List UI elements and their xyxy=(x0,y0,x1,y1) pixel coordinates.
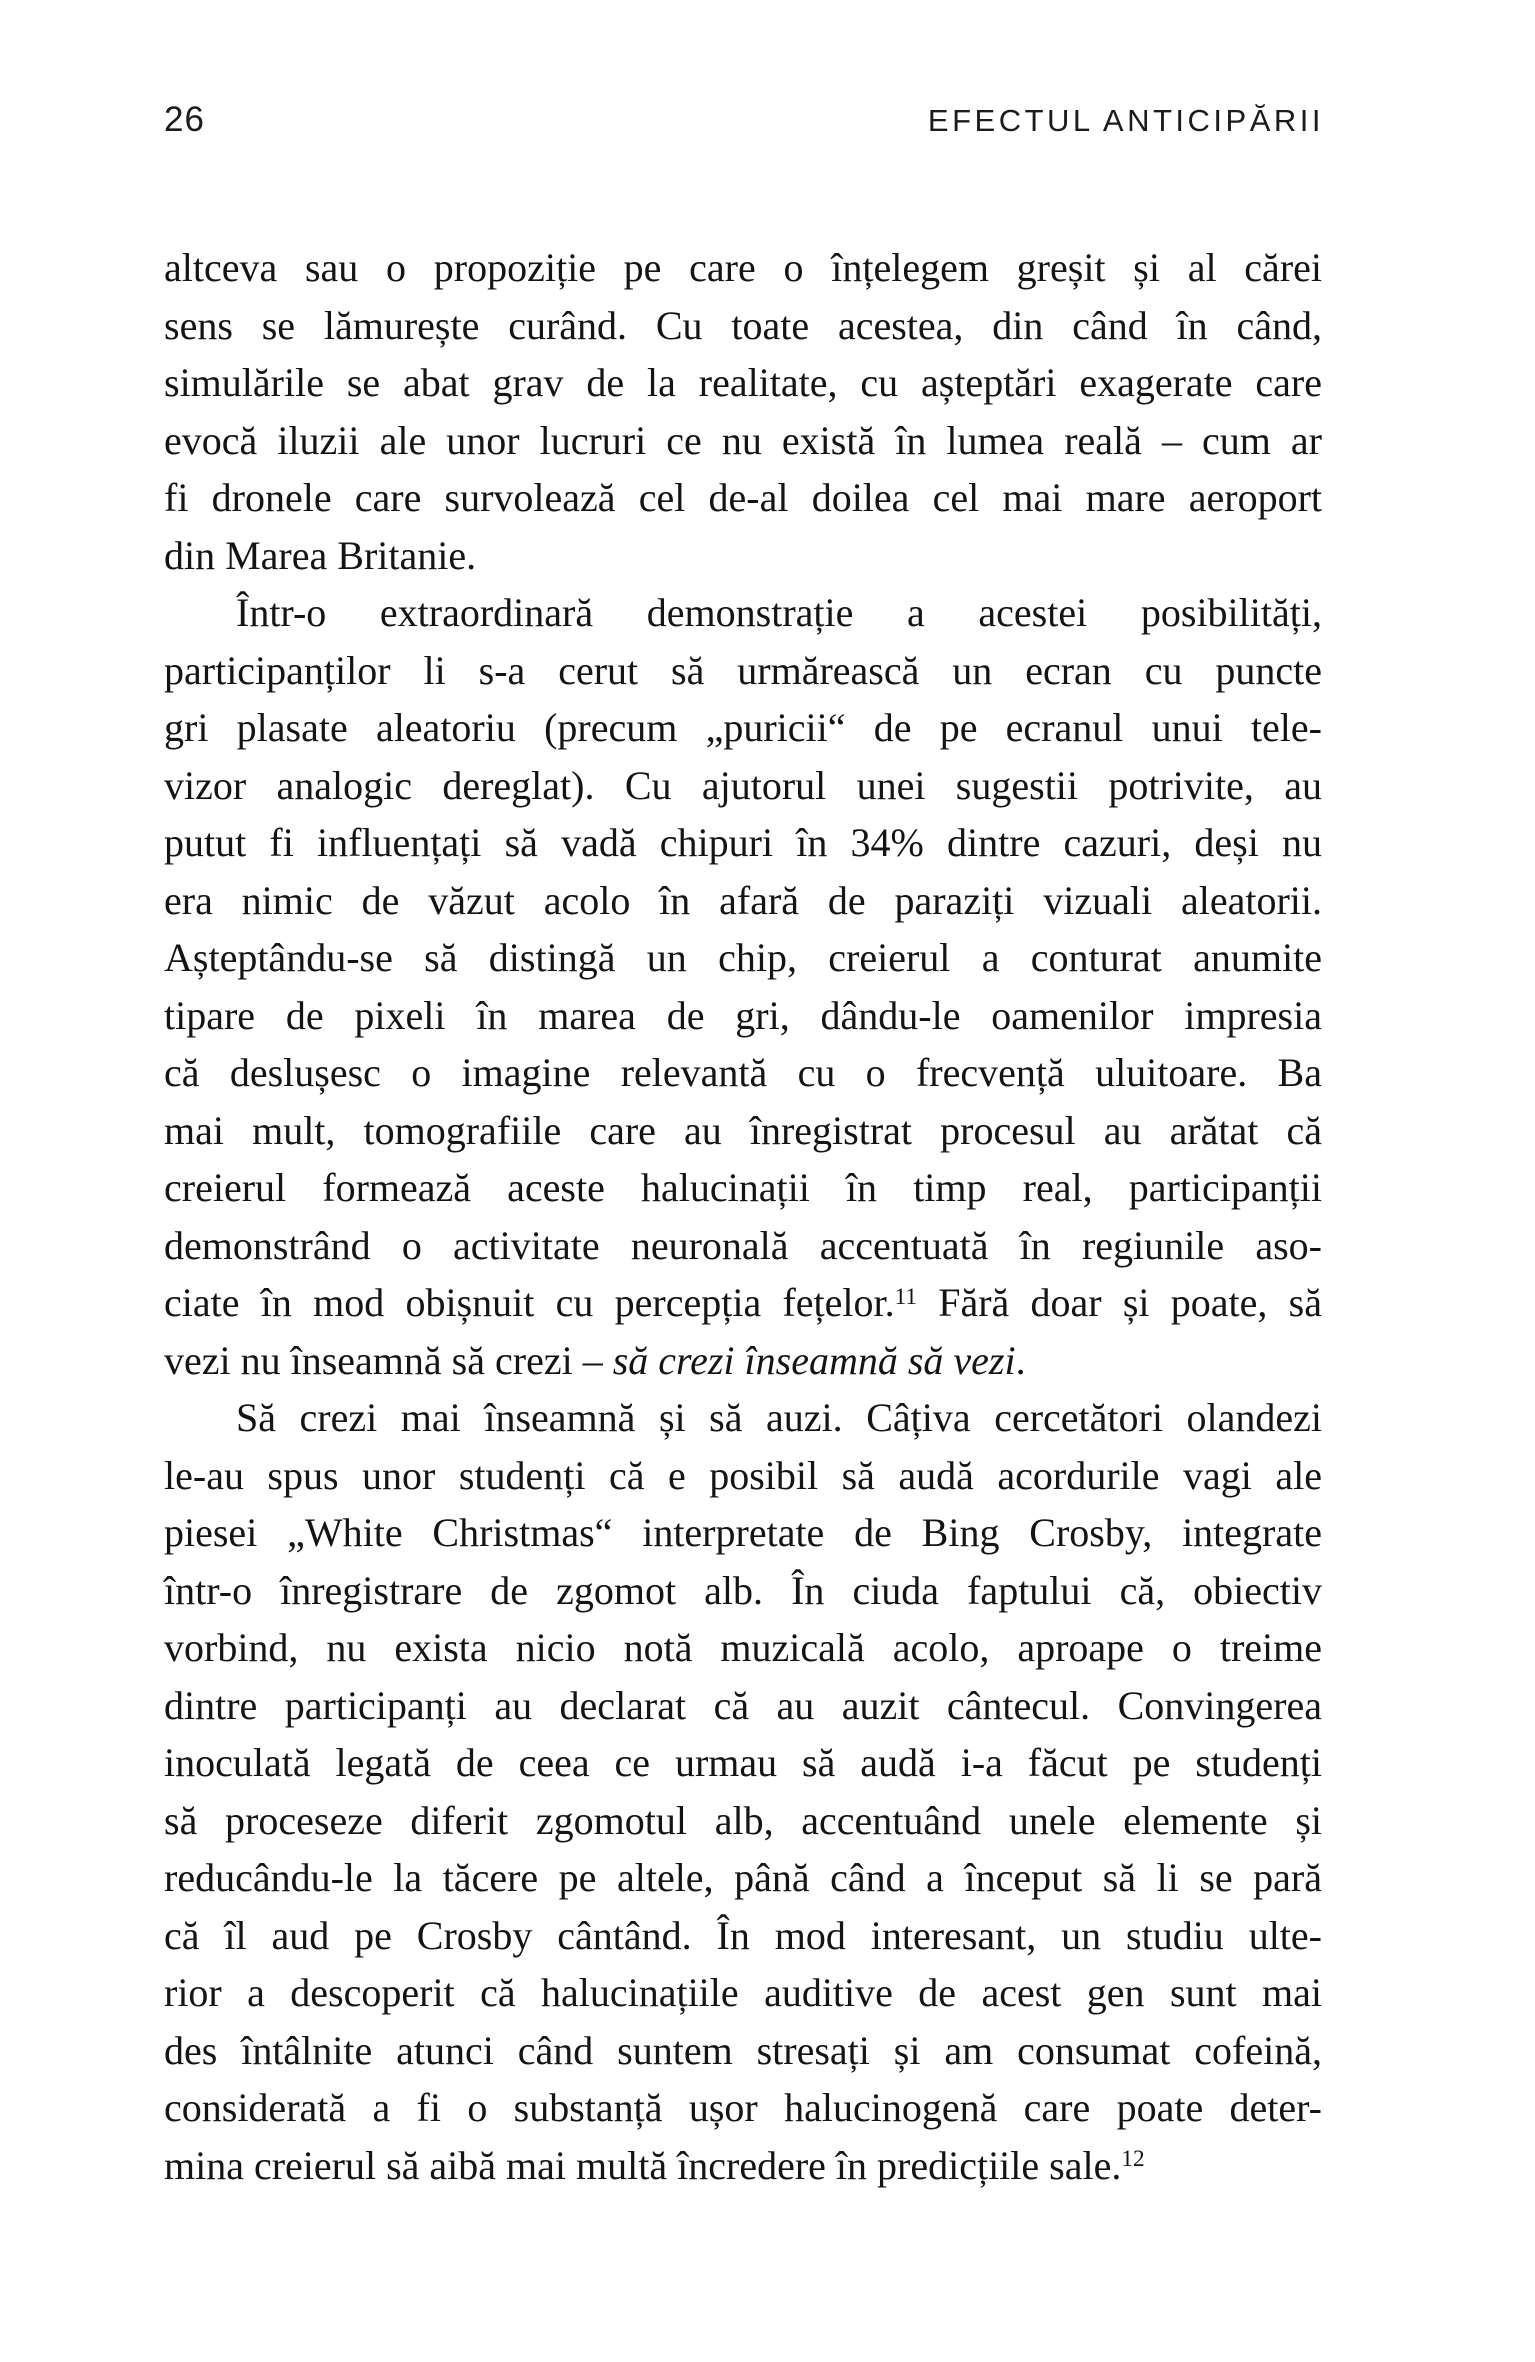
text-segment: reducându-le la tăcere pe altele, până când a început să li se pară xyxy=(164,1855,1322,1900)
text-line xyxy=(164,584,1322,642)
text-line xyxy=(164,1964,1322,2022)
text-line xyxy=(164,1907,1322,1965)
text-segment: evocă iluzii ale unor lucruri ce nu există în lumea reală – cum ar xyxy=(164,417,1322,463)
page-number: 26 xyxy=(164,100,205,139)
text-line xyxy=(164,2022,1322,2080)
text-line xyxy=(164,1562,1322,1620)
text-segment: gri plasate aleatoriu (precum „puricii“ de pe ecranul unui tele- xyxy=(164,705,1322,750)
body-text xyxy=(164,239,1322,2194)
text-line xyxy=(164,929,1322,987)
text-line xyxy=(164,1274,1322,1332)
text-line xyxy=(164,1447,1322,1505)
text-segment: altceva sau o propoziție pe care o înțelegem greșit și al cărei xyxy=(164,245,1322,290)
text-line xyxy=(164,2079,1322,2137)
text-line xyxy=(164,872,1322,930)
text-segment: Fără doar și poate, să xyxy=(916,1280,1322,1325)
text-segment: să proceseze diferit zgomotul alb, accentuând unele elemente și xyxy=(164,1797,1322,1843)
text-line xyxy=(164,2137,1322,2195)
text-segment: mina creierul să aibă mai multă încredere în predicțiile sale. xyxy=(164,2142,1122,2188)
text-line xyxy=(164,699,1322,757)
text-segment: într-o înregistrare de zgomot alb. În ciuda faptului că, obiectiv xyxy=(164,1567,1322,1613)
text-segment: simulările se abat grav de la realitate, cu așteptări exagerate care xyxy=(164,360,1322,405)
text-line xyxy=(164,642,1322,700)
text-segment: fi dronele care survolează cel de-al doilea cel mai mare aeroport xyxy=(164,475,1322,520)
text-line xyxy=(164,1044,1322,1102)
text-line xyxy=(164,239,1322,297)
text-line xyxy=(164,1217,1322,1275)
text-segment: creierul formează aceste halucinații în timp real, participanții xyxy=(164,1165,1322,1210)
text-line xyxy=(164,1734,1322,1792)
text-line xyxy=(164,354,1322,412)
text-segment: tipare de pixeli în marea de gri, dându-le oamenilor impresia xyxy=(164,992,1322,1038)
text-line xyxy=(164,1792,1322,1850)
text-segment: inoculată legată de ceea ce urmau să audă i-a făcut pe studenți xyxy=(164,1740,1322,1785)
text-line xyxy=(164,527,1322,585)
text-line xyxy=(164,1332,1322,1390)
text-line xyxy=(164,757,1322,815)
text-line xyxy=(164,1619,1322,1677)
text-line xyxy=(164,814,1322,872)
text-segment: vorbind, nu exista nicio notă muzicală acolo, aproape o treime xyxy=(164,1625,1322,1670)
text-line xyxy=(164,1102,1322,1160)
text-line xyxy=(164,412,1322,470)
text-line xyxy=(164,1389,1322,1447)
text-segment: dintre participanți au declarat că au auzit cântecul. Convingerea xyxy=(164,1682,1322,1728)
text-line xyxy=(164,1159,1322,1217)
text-segment: demonstrând o activitate neuronală accentuată în regiunile aso- xyxy=(164,1222,1322,1268)
text-line xyxy=(164,987,1322,1045)
text-line xyxy=(164,1849,1322,1907)
text-segment: vizor analogic dereglat). Cu ajutorul unei sugestii potrivite, au xyxy=(164,762,1322,808)
text-segment: le-au spus unor studenți că e posibil să audă acordurile vagi ale xyxy=(164,1452,1322,1498)
text-segment: mai mult, tomografiile care au înregistrat procesul au arătat că xyxy=(164,1107,1322,1153)
footnote-reference: 11 xyxy=(894,1283,917,1310)
page-header xyxy=(164,100,1324,140)
text-segment: des întâlnite atunci când suntem stresați și am consumat cofeină, xyxy=(164,2027,1322,2073)
text-segment: Să crezi mai înseamnă și să auzi. Câțiva cercetători olandezi xyxy=(236,1395,1322,1440)
text-segment: piesei „White Christmas“ interpretate de Bing Crosby, integrate xyxy=(164,1510,1322,1555)
text-segment: că deslușesc o imagine relevantă cu o frecvență uluitoare. Ba xyxy=(164,1050,1322,1095)
text-line xyxy=(164,1504,1322,1562)
text-segment: vezi nu înseamnă să crezi – xyxy=(164,1337,613,1383)
text-segment: participanților li s-a cerut să urmărească un ecran cu puncte xyxy=(164,647,1322,693)
running-header: EFECTUL ANTICIPĂRII xyxy=(927,103,1324,138)
text-segment: Într-o extraordinară demonstrație a acestei posibilități, xyxy=(236,590,1322,635)
footnote-reference: 12 xyxy=(1121,2146,1145,2173)
text-segment: putut fi influențați să vadă chipuri în 34% dintre cazuri, deși nu xyxy=(164,820,1322,865)
text-line xyxy=(164,469,1322,527)
text-segment: rior a descoperit că halucinațiile auditive de acest gen sunt mai xyxy=(164,1970,1322,2015)
text-segment: era nimic de văzut acolo în afară de paraziți vizuali aleatorii. xyxy=(164,877,1322,923)
text-segment: . xyxy=(1015,1337,1026,1383)
text-segment: să crezi înseamnă să vezi xyxy=(612,1337,1016,1383)
text-line xyxy=(164,297,1322,355)
text-segment: considerată a fi o substanță ușor halucinogenă care poate deter- xyxy=(164,2085,1322,2130)
text-segment: din Marea Britanie. xyxy=(164,532,477,578)
text-segment: Așteptându-se să distingă un chip, creierul a conturat anumite xyxy=(164,935,1322,980)
text-segment: sens se lămurește curând. Cu toate acestea, din când în când, xyxy=(164,302,1322,348)
text-segment: că îl aud pe Crosby cântând. În mod interesant, un studiu ulte- xyxy=(164,1912,1322,1958)
text-segment: ciate în mod obișnuit cu percepția fețelor. xyxy=(164,1280,895,1325)
text-line xyxy=(164,1677,1322,1735)
